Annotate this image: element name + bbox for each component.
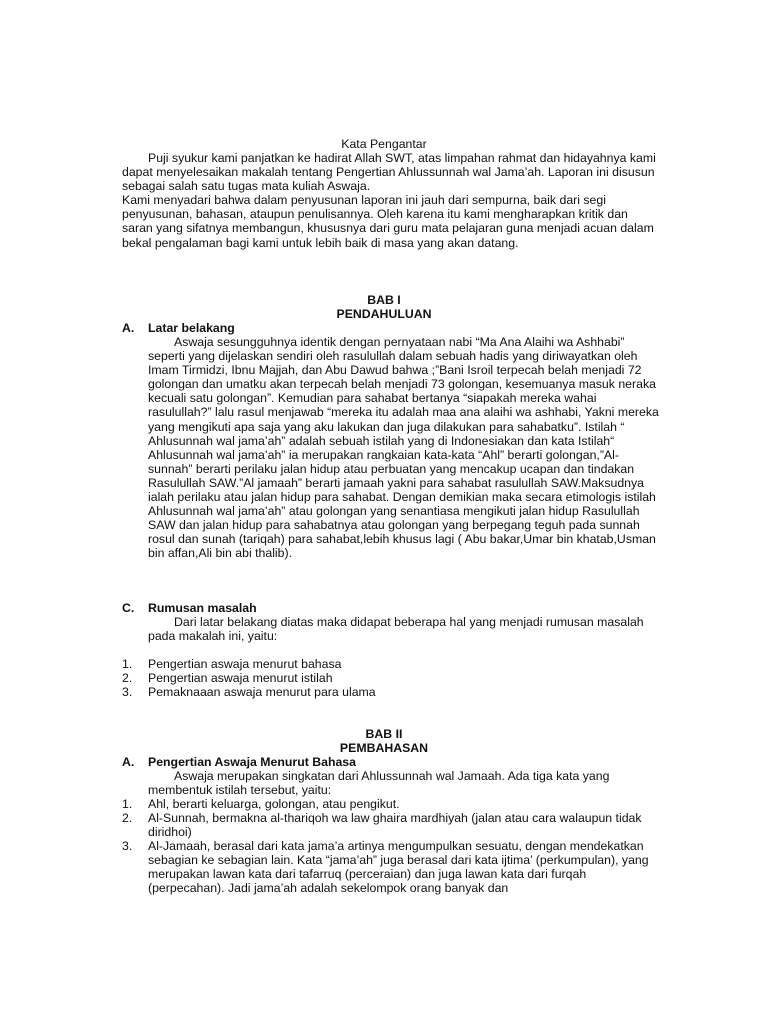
- preface-paragraph-2: Kami menyadari bahwa dalam penyusunan laporan ini jauh dari sempurna, baik dari segi penyusunan, bahasan, ataupun penulisannya. Oleh karena itu kami mengharapkan kritik dan saran yang sifatnya membangun, khususnya dari guru mata pelajaran guna menjadi acuan dalam bekal pengalaman bagi kami untuk lebih baik di masa yang akan datang.: [122, 193, 654, 250]
- bab2-subtitle: PEMBAHASAN: [339, 741, 429, 755]
- list-text: Al-Sunnah, bermakna al-thariqoh wa law ghaira mardhiyah (jalan atau cara walaupun tidak diridhoi): [148, 811, 642, 840]
- section-marker: C.: [122, 601, 135, 615]
- bab2-title: BAB II: [365, 727, 403, 741]
- list-item: [122, 811, 662, 839]
- bab2-section-a-heading: [122, 755, 662, 769]
- list-number: 1.: [122, 797, 133, 811]
- list-item: [122, 685, 662, 699]
- list-text: Pemaknaaan aswaja menurut para ulama: [148, 685, 376, 699]
- list-number: 2.: [122, 811, 133, 825]
- list-text: Pengertian aswaja menurut istilah: [148, 671, 333, 685]
- bab1-subtitle: PENDAHULUAN: [336, 307, 432, 321]
- bab2-section-a-body: [122, 769, 662, 797]
- bab1-section-c-body: [122, 615, 662, 643]
- section-title: Latar belakang: [148, 321, 235, 335]
- list-item: [122, 671, 662, 685]
- list-text: Pengertian aswaja menurut bahasa: [148, 657, 342, 671]
- preface-title: Kata Pengantar: [341, 137, 427, 151]
- list-number: 3.: [122, 839, 133, 853]
- bab1-section-c-heading: [122, 601, 662, 615]
- list-item: [122, 657, 662, 671]
- section-title: Pengertian Aswaja Menurut Bahasa: [148, 755, 356, 769]
- list-number: 3.: [122, 685, 133, 699]
- preface-paragraph-1: Puji syukur kami panjatkan ke hadirat Allah SWT, atas limpahan rahmat dan hidayahnya kami dapat menyelesaikan makalah tentang Pengertian Ahlussunnah wal Jama’ah. Laporan ini disusun sebagai salah satu tugas mata kuliah Aswaja.: [122, 151, 656, 194]
- list-text: Al-Jamaah, berasal dari kata jama’a artinya mengumpulkan sesuatu, dengan mendekatkan sebagian ke sebagian lain. Kata “jama’ah” juga berasal dari kata ijtima’ (perkumpulan), yang merupakan lawan kata dari tafarruq (perceraian) dan juga lawan kata dari furqah (perpecahan). Jadi jama’ah adalah sekelompok orang banyak dan: [148, 839, 649, 896]
- section-title: Rumusan masalah: [148, 601, 257, 615]
- rumusan-paragraph: Dari latar belakang diatas maka didapat beberapa hal yang menjadi rumusan masalah pada makalah ini, yaitu:: [148, 615, 644, 644]
- list-number: 1.: [122, 657, 133, 671]
- list-text: Ahl, berarti keluarga, golongan, atau pengikut.: [148, 797, 400, 811]
- section-marker: A.: [122, 321, 135, 335]
- bab1-title: BAB I: [367, 293, 401, 307]
- preface-body: [122, 151, 662, 250]
- list-item: [122, 839, 662, 895]
- aswaja-bahasa-paragraph: Aswaja merupakan singkatan dari Ahlussunnah wal Jamaah. Ada tiga kata yang membentuk istilah tersebut, yaitu:: [148, 769, 610, 798]
- latar-belakang-paragraph: Aswaja sesungguhnya identik dengan pernyataan nabi “Ma Ana Alaihi wa Ashhabi” seperti yang dijelaskan sendiri oleh rasulullah dalam sebuah hadis yang diriwayatkan oleh Imam Tirmidzi, Ibnu Majjah, dan Abu Dawud bahwa ;”Bani Isroil terpecah belah menjadi 72 golongan dan umatku akan terpecah belah menjadi 73 golongan, kesemuanya masuk neraka kecuali satu golongan”. Kemudian para sahabat bertanya “siapakah mereka wahai rasulullah?” lalu rasul menjawab “mereka itu adalah maa ana alaihi wa ashhabi, Yakni mereka yang mengikuti apa saja yang aku lakukan dan juga dilakukan para sahabatku”. Istilah “ Ahlusunnah wal jama’ah” adalah sebuah istilah yang di Indonesiakan dan kata Istilah“ Ahlusunnah wal jama’ah” ia merupakan rangkaian kata-kata “Ahl” berarti golongan,”Al-sunnah” berarti perilaku jalan hidup atau perbuatan yang mencakup ucapan dan tindakan Rasulullah SAW.”Al jamaah” berarti jamaah yakni para sahabat rasulullah SAW.Maksudnya ialah perilaku atau jalan hidup para sahabat. Dengan demikian maka secara etimologis istilah Ahlusunnah wal jama’ah” atau golongan yang senantiasa mengikuti jalan hidup Rasulullah SAW dan jalan hidup para sahabatnya atau golongan yang berpegang teguh pada sunnah rosul dan sunah (tariqah) para sahabat,lebih khusus lagi ( Abu bakar,Umar bin khatab,Usman bin affan,Ali bin abi thalib).: [148, 335, 659, 561]
- section-marker: A.: [122, 755, 135, 769]
- bab1-section-a-heading: [122, 321, 662, 335]
- list-item: [122, 797, 662, 811]
- bab1-section-a-body: [122, 335, 662, 561]
- list-number: 2.: [122, 671, 133, 685]
